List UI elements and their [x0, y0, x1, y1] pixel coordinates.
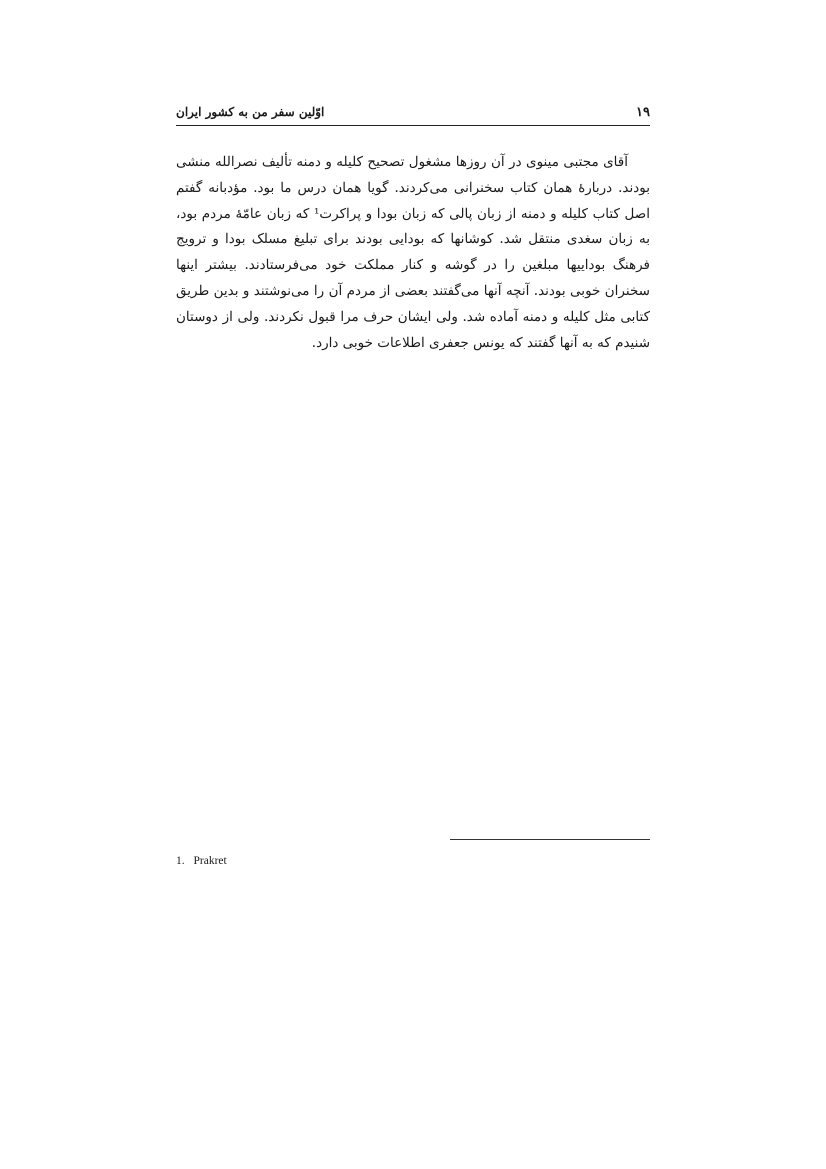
footnote: [176, 855, 227, 867]
paragraph-line: شنیدم که به آنها گفتند که یونس جعفری اطلاعات خوبی دارد.: [311, 334, 650, 351]
footnote-separator: [450, 839, 650, 840]
paragraph-line: بودند. دربارهٔ همان کتاب سخنرانی می‌کردند. گویا همان درس ما بود. مؤدبانه گفتم: [176, 179, 650, 196]
paragraph-line: آقای مجتبی مینوی در آن روزها مشغول تصحیح کلیله و دمنه تألیف نصرالله منشی: [176, 154, 628, 170]
paragraph-line: به زبان سغدی منتقل شد. کوشانها که بودایی بودند برای تبلیغ مسلک بودا و ترویج: [176, 231, 650, 248]
paragraph-line: کتابی مثل کلیله و دمنه آماده شد. ولی ایشان حرف مرا قبول نکردند. ولی از دوستان: [176, 308, 650, 325]
footnote-text: Prakret: [193, 855, 227, 867]
paragraph-line: اصل کتاب کلیله و دمنه از زبان پالی که زبان بودا و پراکرت¹ که زبان عامّهٔ مردم بود،: [176, 205, 650, 222]
footnote-number: 1.: [176, 855, 185, 867]
paragraph-line: فرهنگ بوداییها مبلغین را در گوشه و کنار مملکت خود می‌فرستادند. بیشتر اینها: [176, 257, 650, 274]
body-paragraph: [176, 150, 650, 356]
paragraph-line: سخنران خوبی بودند. آنچه آنها می‌گفتند بعضی از مردم آن را می‌نوشتند و بدین طریق: [176, 282, 650, 299]
page-number: ١٩: [636, 105, 650, 120]
running-header: [176, 103, 650, 126]
chapter-title: اوّلین سفر من به کشور ایران: [176, 105, 325, 119]
